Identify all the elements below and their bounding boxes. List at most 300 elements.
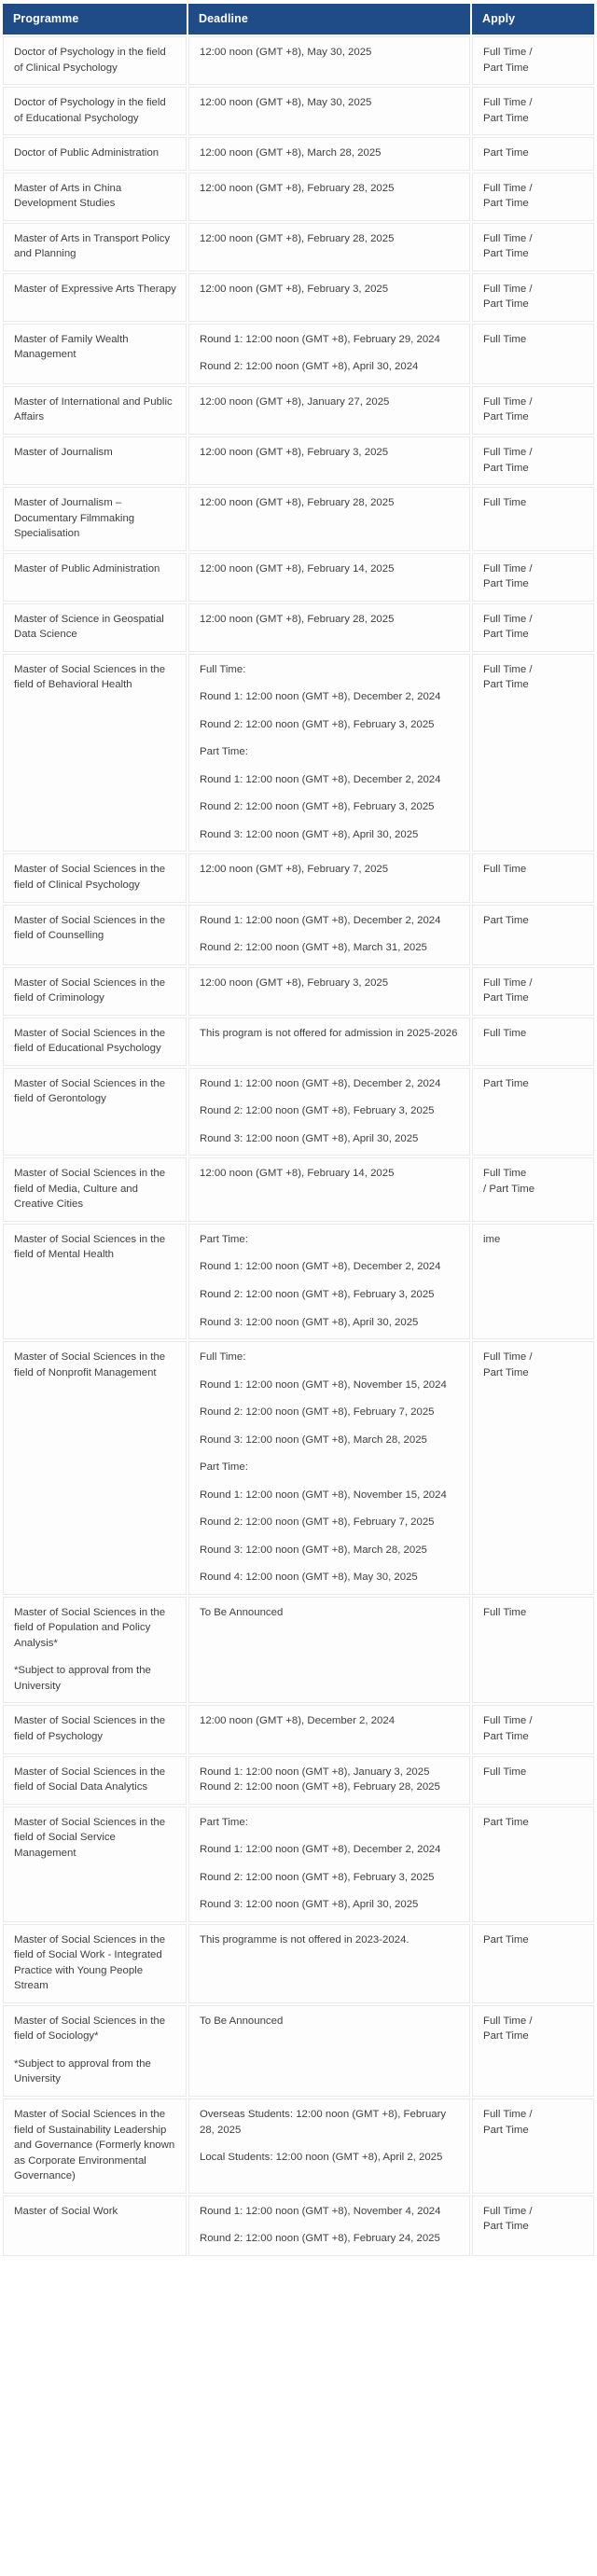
cell-line: Round 2: 12:00 noon (GMT +8), February 7, 2025 (200, 1406, 435, 1419)
table-row (3, 905, 594, 965)
apply-cell (472, 553, 594, 602)
cell-line: Round 2: 12:00 noon (GMT +8), February 3, 2025 (200, 1871, 435, 1883)
apply-cell (472, 1157, 594, 1222)
table-row (3, 1807, 594, 1922)
table-row (3, 553, 594, 602)
deadline-cell-text (200, 282, 460, 298)
cell-line: *Subject to approval from the University (14, 2057, 151, 2085)
cell-line: / Part Time (483, 1183, 535, 1195)
deadline-cell (188, 1756, 470, 1805)
cell-line: Master of Social Sciences in the field of Social Service Management (14, 1816, 166, 1859)
table-body (3, 36, 594, 2256)
table-row (3, 1068, 594, 1156)
deadline-cell-text (200, 913, 460, 956)
deadline-cell (188, 654, 470, 852)
programme-cell-text (14, 612, 176, 643)
cell-line: Round 3: 12:00 noon (GMT +8), April 30, 2025 (200, 828, 419, 840)
deadline-cell-text (200, 445, 460, 461)
apply-cell-text (483, 332, 584, 348)
cell-line: Part Time (483, 629, 529, 641)
cell-line: 12:00 noon (GMT +8), March 28, 2025 (200, 147, 382, 159)
table-row (3, 436, 594, 485)
table-row (3, 487, 594, 551)
deadline-cell (188, 223, 470, 271)
apply-cell (472, 853, 594, 902)
apply-cell (472, 1756, 594, 1805)
apply-cell-text (483, 1932, 584, 1948)
programme-cell-text (14, 1605, 176, 1695)
programme-cell-text (14, 662, 176, 693)
programme-cell (3, 386, 187, 435)
deadline-cell (188, 1807, 470, 1922)
apply-cell (472, 273, 594, 322)
deadline-cell (188, 273, 470, 322)
cell-line: Round 1: 12:00 noon (GMT +8), December 2, 2024 (200, 691, 441, 703)
deadline-cell-text (200, 1076, 460, 1147)
cell-line: Round 1: 12:00 noon (GMT +8), November 15, 2024 (200, 1489, 447, 1501)
programme-cell (3, 324, 187, 384)
apply-cell (472, 1597, 594, 1704)
cell-line: Master of Social Work (14, 2205, 118, 2217)
cell-line: Round 1: 12:00 noon (GMT +8), February 29, 2024 (200, 333, 440, 345)
deadline-cell-text (200, 45, 460, 61)
programme-cell-text (14, 1765, 176, 1795)
cell-line: Part Time (483, 2124, 529, 2136)
cell-line: Round 1: 12:00 noon (GMT +8), November 4, 2024 (200, 2205, 441, 2217)
apply-cell (472, 1224, 594, 1339)
deadline-cell (188, 487, 470, 551)
programme-cell-text (14, 495, 176, 542)
programme-cell-text (14, 45, 176, 76)
deadline-cell (188, 905, 470, 965)
cell-line: Round 3: 12:00 noon (GMT +8), April 30, 2025 (200, 1132, 419, 1144)
deadline-cell-text (200, 1815, 460, 1913)
cell-line: 12:00 noon (GMT +8), February 3, 2025 (200, 446, 389, 458)
cell-line: Master of Arts in China Development Studies (14, 182, 122, 210)
cell-line: Master of Social Sciences in the field of Clinical Psychology (14, 864, 166, 891)
cell-line: Master of Social Sciences in the field of Media, Culture and Creative Cities (14, 1168, 166, 1211)
cell-line: Round 2: 12:00 noon (GMT +8), February 3, 2025 (200, 801, 435, 813)
apply-cell-text (483, 612, 584, 643)
cell-line: Part Time: (200, 1233, 248, 1245)
apply-cell-text (483, 1815, 584, 1831)
programme-cell-text (14, 1076, 176, 1107)
cell-line: Full Time (483, 1027, 527, 1039)
apply-cell (472, 2098, 594, 2194)
cell-line: Full Time / (483, 2015, 533, 2027)
table-row (3, 1018, 594, 1066)
cell-line: Master of Social Sciences in the field of Social Work - Integrated Practice with Young People Stream (14, 1933, 166, 1992)
cell-line: Master of Social Sciences in the field of Criminology (14, 976, 166, 1004)
cell-line: ime (483, 1233, 501, 1245)
cell-line: 12:00 noon (GMT +8), January 27, 2025 (200, 395, 390, 408)
table-row (3, 1756, 594, 1805)
apply-cell (472, 173, 594, 221)
cell-line: Part Time (483, 411, 529, 423)
programme-cell-text (14, 2107, 176, 2184)
table-header-row (3, 4, 594, 35)
programme-cell (3, 223, 187, 271)
deadline-cell-text (200, 95, 460, 111)
cell-line: Round 3: 12:00 noon (GMT +8), March 28, 2025 (200, 1544, 427, 1556)
deadline-cell-text (200, 231, 460, 247)
programme-cell (3, 553, 187, 602)
programme-cell-text (14, 976, 176, 1006)
cell-line: Master of Expressive Arts Therapy (14, 283, 176, 295)
cell-line: Full Time (483, 1606, 527, 1618)
cell-line: Part Time (483, 198, 529, 210)
cell-line: Round 2: 12:00 noon (GMT +8), February 24, 2025 (200, 2233, 440, 2245)
deadline-cell-text (200, 145, 460, 161)
cell-line: Full Time / (483, 182, 533, 194)
deadline-cell-text (200, 495, 460, 511)
apply-cell (472, 223, 594, 271)
programme-deadline-table (1, 2, 596, 2258)
cell-line: Full Time (483, 497, 527, 509)
cell-line: Master of Social Sciences in the field of Behavioral Health (14, 663, 166, 691)
cell-line: Full Time / (483, 1351, 533, 1364)
cell-line: Doctor of Public Administration (14, 147, 160, 159)
apply-cell-text (483, 1026, 584, 1042)
deadline-cell-text (200, 1765, 460, 1795)
cell-line: Full Time / (483, 1715, 533, 1727)
cell-line: Full Time / (483, 283, 533, 295)
deadline-cell (188, 1068, 470, 1156)
deadline-cell-text (200, 561, 460, 577)
programme-cell (3, 487, 187, 551)
cell-line: Master of Social Sciences in the field of Educational Psychology (14, 1027, 166, 1055)
programme-cell (3, 1224, 187, 1339)
cell-line: Part Time (483, 1731, 529, 1742)
table-row (3, 324, 594, 384)
cell-line: Round 1: 12:00 noon (GMT +8), January 3, 2025 (200, 1766, 430, 1778)
cell-line: Part Time (483, 112, 529, 124)
apply-cell-text (483, 561, 584, 592)
deadline-cell (188, 2195, 470, 2256)
cell-line: Round 2: 12:00 noon (GMT +8), February 28, 2025 (200, 1781, 440, 1794)
apply-cell-text (483, 1765, 584, 1780)
programme-cell-text (14, 1026, 176, 1057)
table-row (3, 2098, 594, 2194)
apply-cell (472, 1341, 594, 1595)
apply-cell-text (483, 445, 584, 476)
cell-line: 12:00 noon (GMT +8), February 28, 2025 (200, 613, 395, 625)
programme-cell (3, 436, 187, 485)
apply-cell-text (483, 145, 584, 161)
cell-line: Round 2: 12:00 noon (GMT +8), April 30, 2024 (200, 361, 419, 373)
cell-line: Master of Social Sciences in the field of Social Data Analytics (14, 1766, 166, 1794)
cell-line: Full Time / (483, 446, 533, 458)
deadline-cell (188, 1597, 470, 1704)
table-row (3, 87, 594, 135)
cell-line: Full Time / (483, 97, 533, 109)
apply-cell-text (483, 395, 584, 425)
cell-line: Round 2: 12:00 noon (GMT +8), February 3, 2025 (200, 1288, 435, 1300)
apply-cell (472, 654, 594, 852)
cell-line: Master of International and Public Affairs (14, 395, 173, 423)
apply-cell-text (483, 1232, 584, 1248)
cell-line: Part Time (483, 248, 529, 260)
programme-cell-text (14, 282, 176, 298)
cell-line: Full Time (483, 1766, 527, 1778)
table-row (3, 1924, 594, 2003)
cell-line: Part Time (483, 147, 529, 159)
cell-line: Round 3: 12:00 noon (GMT +8), April 30, 2025 (200, 1899, 419, 1911)
programme-cell-text (14, 181, 176, 212)
cell-line: Round 1: 12:00 noon (GMT +8), December 2, 2024 (200, 1844, 441, 1856)
programme-cell (3, 2005, 187, 2097)
cell-line: Full Time (483, 864, 527, 876)
cell-line: Full Time / (483, 232, 533, 244)
apply-cell-text (483, 1713, 584, 1744)
apply-cell (472, 1807, 594, 1922)
apply-cell (472, 1705, 594, 1753)
cell-line: Round 2: 12:00 noon (GMT +8), March 31, 2025 (200, 942, 427, 954)
cell-line: Part Time (483, 1366, 529, 1378)
cell-line: Master of Social Sciences in the field of Psychology (14, 1715, 166, 1742)
deadline-cell (188, 324, 470, 384)
cell-line: Part Time (483, 914, 529, 926)
cell-line: Round 1: 12:00 noon (GMT +8), December 2, 2024 (200, 1077, 441, 1089)
cell-line: Master of Arts in Transport Policy and Planning (14, 232, 171, 260)
apply-cell (472, 36, 594, 85)
deadline-cell-text (200, 181, 460, 197)
cell-line: Full Time / (483, 613, 533, 625)
deadline-cell-text (200, 1232, 460, 1330)
deadline-cell-text (200, 395, 460, 410)
apply-cell-text (483, 1605, 584, 1621)
apply-cell (472, 386, 594, 435)
cell-line: Round 1: 12:00 noon (GMT +8), December 2, 2024 (200, 773, 441, 785)
cell-line: Round 4: 12:00 noon (GMT +8), May 30, 2025 (200, 1572, 418, 1584)
cell-line: Round 2: 12:00 noon (GMT +8), February 3, 2025 (200, 718, 435, 730)
cell-line: Part Time (483, 1077, 529, 1089)
deadline-cell-text (200, 1026, 460, 1042)
cell-line: Part Time (483, 679, 529, 691)
cell-line: Master of Journalism – (14, 497, 122, 509)
programme-cell (3, 273, 187, 322)
cell-line: Master of Social Sciences in the field of Gerontology (14, 1077, 166, 1105)
deadline-cell-text (200, 862, 460, 878)
cell-line: Local Students: 12:00 noon (GMT +8), April 2, 2025 (200, 2152, 443, 2164)
programme-cell (3, 1756, 187, 1805)
column-header-apply: Apply (472, 4, 594, 35)
table-row (3, 173, 594, 221)
cell-line: Part Time (483, 2221, 529, 2233)
deadline-cell (188, 2005, 470, 2097)
apply-cell-text (483, 2107, 584, 2138)
programme-cell-text (14, 395, 176, 425)
table-row (3, 1341, 594, 1595)
apply-cell-text (483, 495, 584, 511)
cell-line: Round 3: 12:00 noon (GMT +8), March 28, 2025 (200, 1433, 427, 1446)
cell-line: 12:00 noon (GMT +8), December 2, 2024 (200, 1715, 396, 1727)
deadline-cell-text (200, 662, 460, 843)
cell-line: Full Time (483, 1168, 527, 1180)
deadline-cell (188, 137, 470, 171)
programme-cell-text (14, 145, 176, 161)
programme-cell-text (14, 1713, 176, 1744)
apply-cell (472, 1018, 594, 1066)
programme-cell-text (14, 2204, 176, 2220)
apply-cell-text (483, 862, 584, 878)
cell-line: Master of Social Sciences in the field of Population and Policy Analysis* (14, 1606, 166, 1649)
programme-cell (3, 1807, 187, 1922)
cell-line: 12:00 noon (GMT +8), February 3, 2025 (200, 976, 389, 989)
programme-cell-text (14, 332, 176, 363)
apply-cell (472, 487, 594, 551)
apply-cell (472, 2005, 594, 2097)
deadline-cell (188, 1157, 470, 1222)
apply-cell-text (483, 45, 584, 76)
programme-cell-text (14, 1815, 176, 1862)
cell-line: Full Time / (483, 976, 533, 989)
cell-line: 12:00 noon (GMT +8), February 14, 2025 (200, 562, 395, 575)
apply-cell (472, 137, 594, 171)
apply-cell-text (483, 2204, 584, 2235)
cell-line: Part Time (483, 992, 529, 1004)
apply-cell (472, 905, 594, 965)
deadline-cell-text (200, 1166, 460, 1182)
apply-cell-text (483, 1350, 584, 1380)
deadline-cell-text (200, 2107, 460, 2166)
cell-line: Master of Social Sciences in the field of Sociology* (14, 2015, 166, 2043)
deadline-cell (188, 1224, 470, 1339)
apply-cell (472, 324, 594, 384)
programme-cell-text (14, 1350, 176, 1380)
deadline-cell (188, 36, 470, 85)
cell-line: Master of Social Sciences in the field of Mental Health (14, 1233, 166, 1261)
cell-line: 12:00 noon (GMT +8), May 30, 2025 (200, 47, 372, 58)
deadline-cell (188, 603, 470, 652)
cell-line: Part Time (483, 1816, 529, 1828)
cell-line: Part Time: (200, 746, 248, 758)
apply-cell-text (483, 1166, 584, 1197)
programme-cell (3, 87, 187, 135)
cell-line: 12:00 noon (GMT +8), February 14, 2025 (200, 1168, 395, 1180)
apply-cell-text (483, 1076, 584, 1092)
cell-line: Round 3: 12:00 noon (GMT +8), April 30, 2025 (200, 1316, 419, 1328)
cell-line: Full Time / (483, 47, 533, 58)
cell-line: Full Time / (483, 562, 533, 575)
table-row (3, 603, 594, 652)
deadline-cell (188, 2098, 470, 2194)
cell-line: Full Time (483, 333, 527, 345)
programme-cell (3, 1068, 187, 1156)
apply-cell-text (483, 976, 584, 1006)
cell-line: 12:00 noon (GMT +8), February 7, 2025 (200, 864, 389, 876)
cell-line: Documentary Filmmaking Specialisation (14, 512, 135, 540)
cell-line: Full Time: (200, 1351, 246, 1364)
cell-line: Round 2: 12:00 noon (GMT +8), February 7, 2025 (200, 1517, 435, 1529)
deadline-cell (188, 553, 470, 602)
deadline-cell (188, 853, 470, 902)
programme-cell-text (14, 1232, 176, 1263)
table-row (3, 137, 594, 171)
deadline-cell (188, 386, 470, 435)
table-row (3, 1597, 594, 1704)
programme-cell (3, 137, 187, 171)
cell-line: Full Time / (483, 2205, 533, 2217)
table-row (3, 2005, 594, 2097)
apply-cell-text (483, 231, 584, 262)
deadline-cell-text (200, 1713, 460, 1729)
column-header-deadline: Deadline (188, 4, 470, 35)
cell-line: Part Time: (200, 1816, 248, 1828)
programme-cell (3, 2195, 187, 2256)
cell-line: Part Time (483, 62, 529, 74)
cell-line: 12:00 noon (GMT +8), February 3, 2025 (200, 283, 389, 295)
deadline-cell-text (200, 1932, 460, 1948)
programme-cell-text (14, 2014, 176, 2087)
programme-cell-text (14, 561, 176, 577)
table-header (3, 4, 594, 35)
cell-line: Part Time (483, 462, 529, 474)
apply-cell-text (483, 913, 584, 929)
cell-line: 12:00 noon (GMT +8), February 28, 2025 (200, 497, 395, 509)
apply-cell (472, 967, 594, 1016)
programme-cell-text (14, 1166, 176, 1212)
apply-cell-text (483, 2014, 584, 2044)
programme-cell-text (14, 1932, 176, 1994)
cell-line: Overseas Students: 12:00 noon (GMT +8), February 28, 2025 (200, 2108, 447, 2136)
apply-cell-text (483, 181, 584, 212)
deadline-cell (188, 1705, 470, 1753)
programme-cell (3, 1597, 187, 1704)
table-row (3, 1224, 594, 1339)
deadline-cell (188, 436, 470, 485)
cell-line: Part Time (483, 298, 529, 311)
cell-line: Round 2: 12:00 noon (GMT +8), February 3, 2025 (200, 1105, 435, 1117)
cell-line: Full Time / (483, 2108, 533, 2120)
deadline-cell (188, 1924, 470, 2003)
apply-cell-text (483, 282, 584, 312)
deadline-cell (188, 1341, 470, 1595)
deadline-cell (188, 1018, 470, 1066)
apply-cell-text (483, 662, 584, 693)
apply-cell (472, 436, 594, 485)
cell-line: Master of Social Sciences in the field of Counselling (14, 914, 166, 942)
cell-line: Full Time / (483, 663, 533, 675)
deadline-cell (188, 87, 470, 135)
cell-line: Master of Family Wealth Management (14, 333, 129, 361)
apply-cell (472, 1924, 594, 2003)
cell-line: Master of Public Administration (14, 562, 160, 575)
cell-line: Master of Science in Geospatial Data Science (14, 613, 164, 641)
programme-cell (3, 967, 187, 1016)
cell-line: This programme is not offered in 2023-2024. (200, 1933, 410, 1946)
table-row (3, 967, 594, 1016)
deadline-cell-text (200, 1350, 460, 1586)
cell-line: Full Time: (200, 663, 246, 675)
cell-line: Master of Journalism (14, 446, 113, 458)
deadline-cell-text (200, 332, 460, 375)
programme-cell-text (14, 913, 176, 944)
programme-cell-text (14, 862, 176, 893)
cell-line: Part Time (483, 578, 529, 590)
programme-cell (3, 173, 187, 221)
table-row (3, 1705, 594, 1753)
deadline-cell (188, 173, 470, 221)
cell-line: Round 1: 12:00 noon (GMT +8), December 2, 2024 (200, 1261, 441, 1273)
apply-cell-text (483, 95, 584, 126)
programme-cell-text (14, 95, 176, 126)
programme-cell (3, 1924, 187, 2003)
apply-cell (472, 87, 594, 135)
cell-line: Round 1: 12:00 noon (GMT +8), December 2, 2024 (200, 914, 441, 926)
table-row (3, 223, 594, 271)
cell-line: 12:00 noon (GMT +8), February 28, 2025 (200, 232, 395, 244)
